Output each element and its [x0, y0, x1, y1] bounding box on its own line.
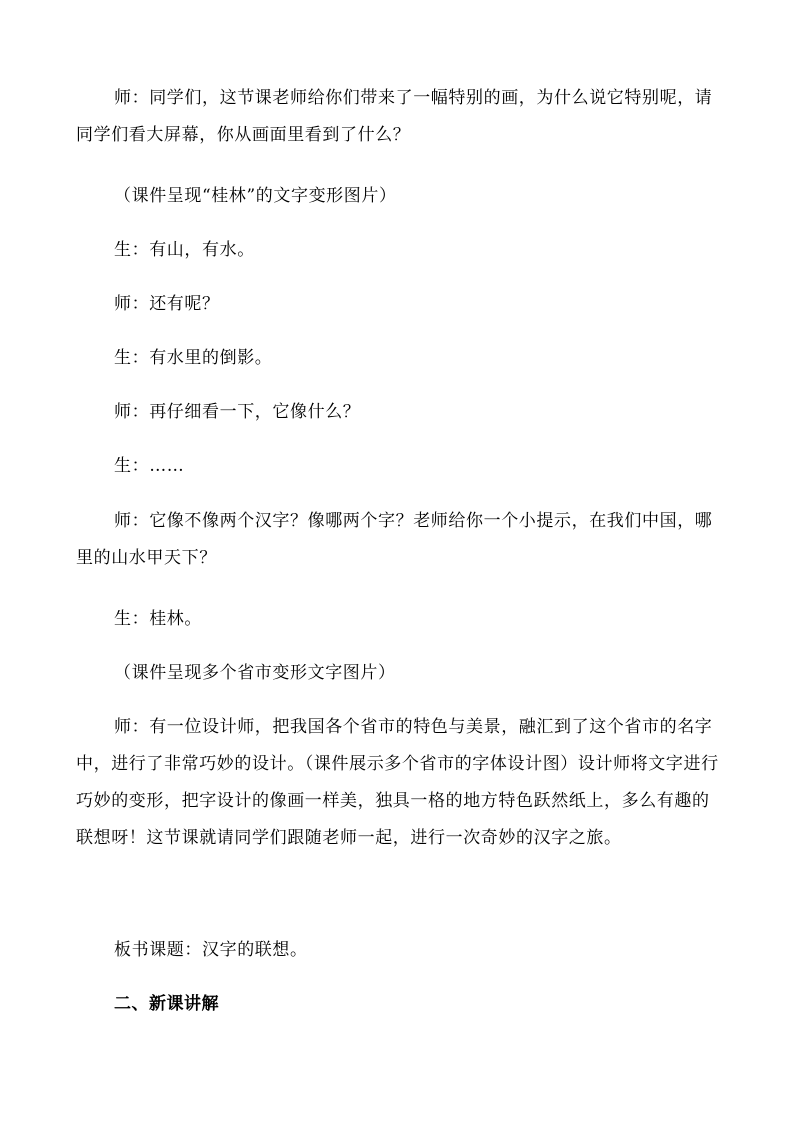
paragraph-teacher-intro: 师：同学们，这节课老师给你们带来了一幅特别的画，为什么说它特别呢，请同学们看大屏幕，你从画面里看到了什么？: [76, 88, 713, 145]
paragraph-student-mountains: 生：有山，有水。: [114, 240, 255, 260]
paragraph-board-title: 板书课题：汉字的联想。: [114, 940, 308, 960]
paragraph-courseware-guilin: （课件呈现“桂林”的文字变形图片）: [114, 186, 397, 206]
paragraph-teacher-designer: 师：有一位设计师，把我国各个省市的特色与美景，融汇到了这个省市的名字中，进行了非常巧妙的设计。（课件展示多个省市的字体设计图）设计师将文字进行巧妙的变形，把字设计的像画一样美，独具一格的地方特色跃然纸上，多么有趣的联想呀！这节课就请同学们跟随老师一起，进行一次奇妙的汉字之旅。: [76, 717, 719, 848]
paragraph-student-ellipsis: 生：……: [114, 456, 185, 476]
paragraph-courseware-provinces: （课件呈现多个省市变形文字图片）: [114, 663, 396, 683]
paragraph-teacher-what-else: 师：还有呢？: [114, 294, 220, 314]
section-heading: 二、新课讲解: [114, 994, 219, 1014]
paragraph-student-guilin: 生：桂林。: [114, 609, 202, 629]
paragraph-teacher-two-characters: 师：它像不像两个汉字？像哪两个字？老师给你一个小提示，在我们中国，哪里的山水甲天下？: [76, 511, 713, 568]
paragraph-student-reflection: 生：有水里的倒影。: [114, 348, 273, 368]
paragraph-teacher-look-again: 师：再仔细看一下，它像什么？: [114, 402, 361, 422]
